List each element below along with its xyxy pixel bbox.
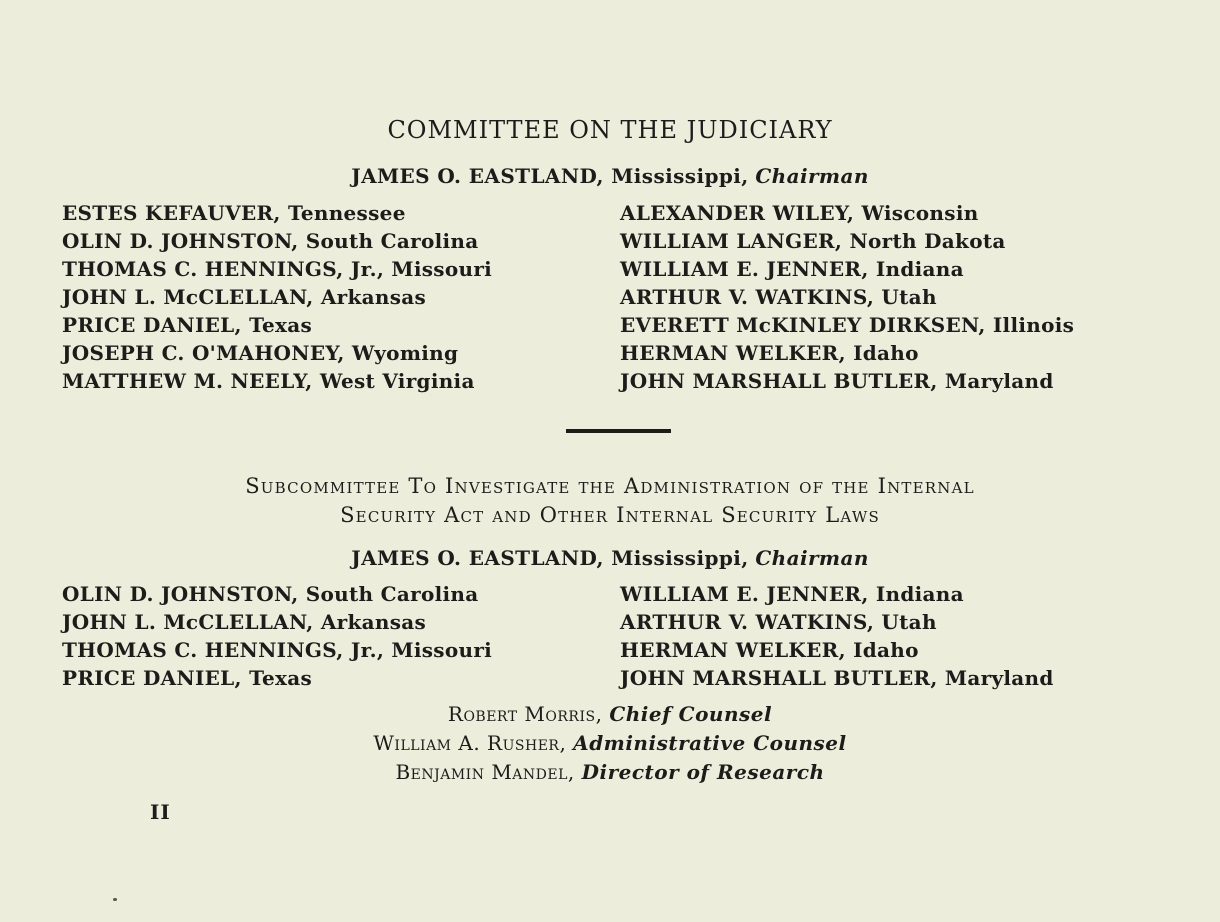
staff-title: Director of Research xyxy=(581,760,825,784)
member-entry: WILLIAM E. JENNER, Indiana xyxy=(620,582,964,606)
member-entry: THOMAS C. HENNINGS, Jr., Missouri xyxy=(62,638,493,662)
member-entry: ESTES KEFAUVER, Tennessee xyxy=(62,201,406,225)
staff-person: Robert Morris, xyxy=(447,702,603,726)
subcommittee-chair-role: Chairman xyxy=(755,546,869,570)
staff-person: William A. Rusher, xyxy=(373,731,567,755)
committee-chair-line xyxy=(0,164,1220,188)
member-entry: ALEXANDER WILEY, Wisconsin xyxy=(620,201,979,225)
member-entry: EVERETT McKINLEY DIRKSEN, Illinois xyxy=(620,313,1075,337)
staff-title: Chief Counsel xyxy=(609,702,773,726)
member-entry: JOSEPH C. O'MAHONEY, Wyoming xyxy=(62,341,459,365)
member-entry: MATTHEW M. NEELY, West Virginia xyxy=(62,369,475,393)
member-entry: OLIN D. JOHNSTON, South Carolina xyxy=(62,229,479,253)
page-number: II xyxy=(150,800,171,824)
subcommittee-title-line2: Security Act and Other Internal Security Laws xyxy=(340,503,880,527)
member-entry: PRICE DANIEL, Texas xyxy=(62,313,313,337)
print-speck xyxy=(113,898,117,901)
subcommittee-members-left xyxy=(62,580,492,692)
committee-members-left xyxy=(62,199,492,395)
committee-members-right xyxy=(620,199,1074,395)
member-entry: ARTHUR V. WATKINS, Utah xyxy=(620,285,937,309)
subcommittee-title-line1: Subcommittee To Investigate the Administration of the Internal xyxy=(245,474,975,498)
committee-title: COMMITTEE ON THE JUDICIARY xyxy=(387,116,833,144)
member-entry: THOMAS C. HENNINGS, Jr., Missouri xyxy=(62,257,493,281)
member-entry: JOHN MARSHALL BUTLER, Maryland xyxy=(620,666,1054,690)
section-divider xyxy=(566,429,671,433)
member-entry: JOHN MARSHALL BUTLER, Maryland xyxy=(620,369,1054,393)
staff-line xyxy=(0,729,1220,758)
member-entry: PRICE DANIEL, Texas xyxy=(62,666,313,690)
committee-chair-name: JAMES O. EASTLAND, Mississippi, xyxy=(351,164,749,188)
member-entry: WILLIAM LANGER, North Dakota xyxy=(620,229,1006,253)
staff-title: Administrative Counsel xyxy=(573,731,847,755)
subcommittee-members-right xyxy=(620,580,1054,692)
subcommittee-chair-name: JAMES O. EASTLAND, Mississippi, xyxy=(351,546,749,570)
member-entry: HERMAN WELKER, Idaho xyxy=(620,638,919,662)
staff-line xyxy=(0,758,1220,787)
committee-chair-role: Chairman xyxy=(755,164,869,188)
member-entry: JOHN L. McCLELLAN, Arkansas xyxy=(62,610,427,634)
member-entry: JOHN L. McCLELLAN, Arkansas xyxy=(62,285,427,309)
member-entry: HERMAN WELKER, Idaho xyxy=(620,341,919,365)
subcommittee-chair-line xyxy=(0,546,1220,570)
member-entry: WILLIAM E. JENNER, Indiana xyxy=(620,257,964,281)
member-entry: ARTHUR V. WATKINS, Utah xyxy=(620,610,937,634)
staff-line xyxy=(0,700,1220,729)
staff-person: Benjamin Mandel, xyxy=(395,760,575,784)
member-entry: OLIN D. JOHNSTON, South Carolina xyxy=(62,582,479,606)
